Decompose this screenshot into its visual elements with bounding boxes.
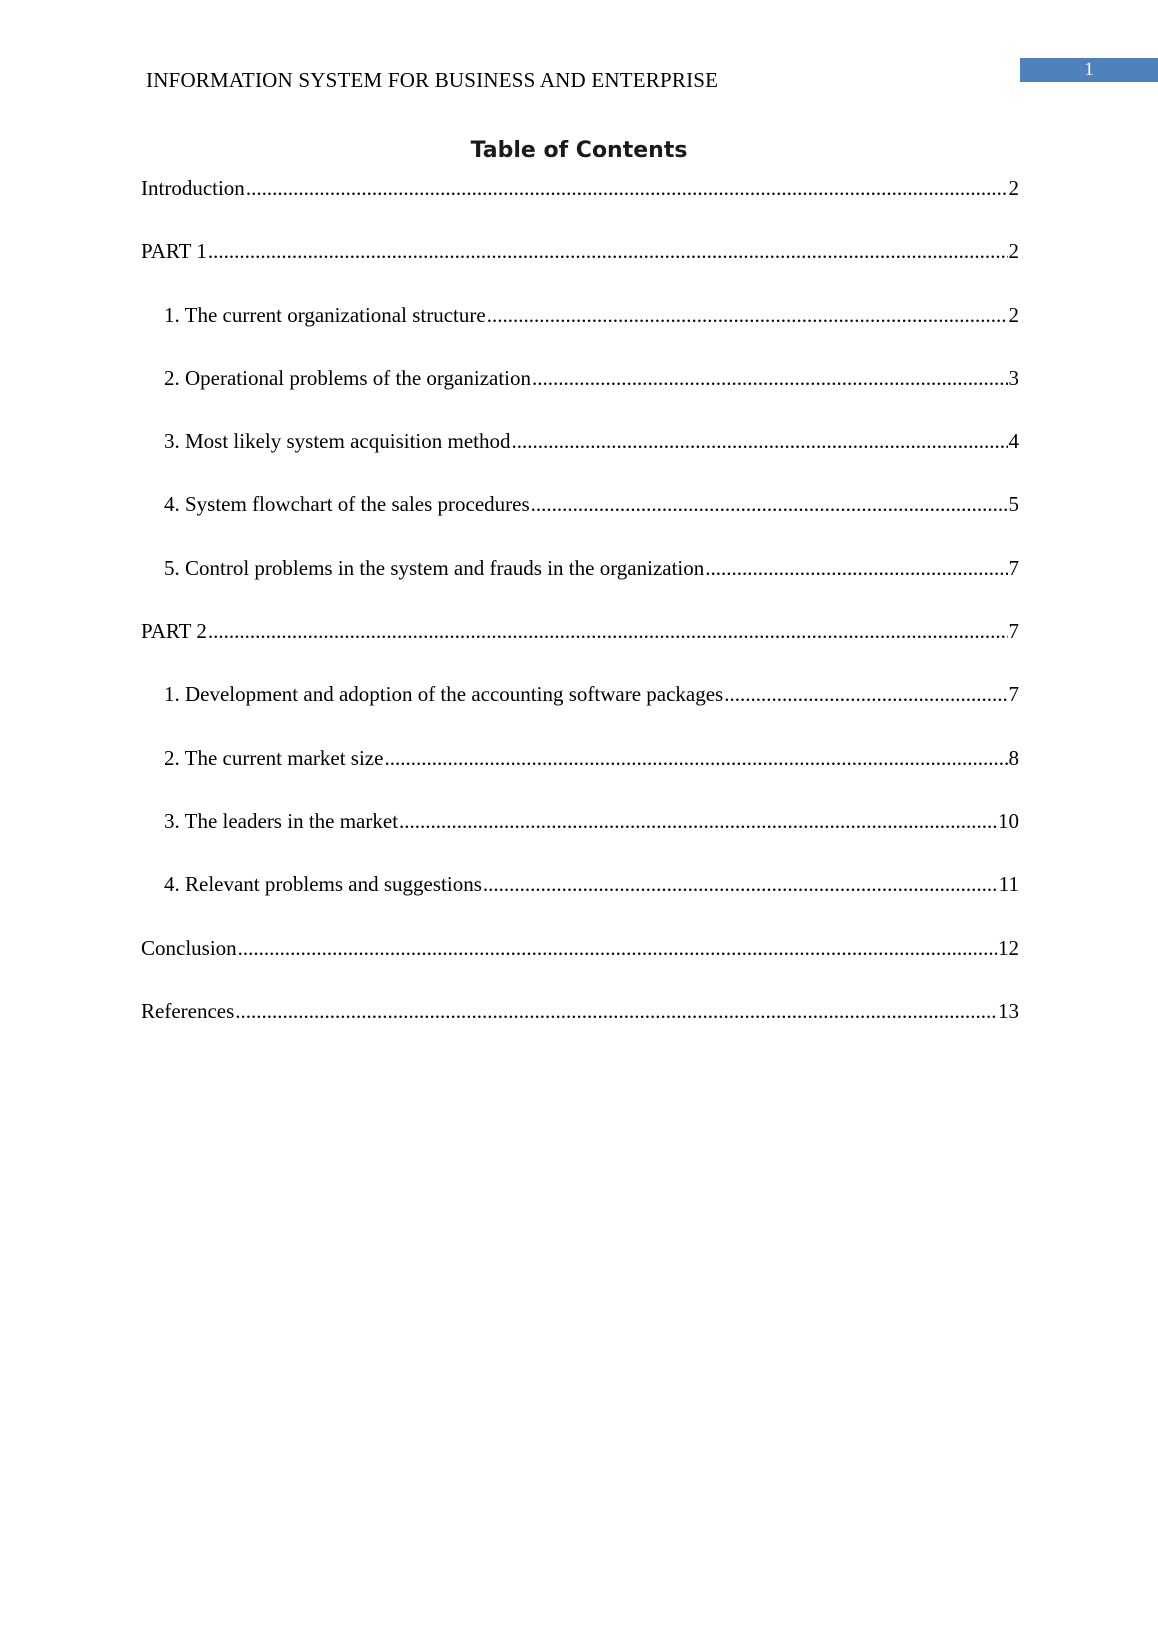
toc-entry-organizational-structure[interactable] <box>141 303 1019 366</box>
toc-entry-market-size[interactable] <box>141 746 1019 809</box>
toc-entry-page: 8 <box>1008 745 1019 770</box>
toc-entry-label: Introduction <box>141 176 245 200</box>
toc-entry-page: 5 <box>1008 492 1019 517</box>
toc-dot-leader <box>724 682 1007 707</box>
toc-entry-label: Conclusion <box>141 935 237 960</box>
table-of-contents <box>141 176 1019 1062</box>
toc-dot-leader <box>532 366 1007 391</box>
toc-entry-conclusion[interactable] <box>141 936 1019 999</box>
toc-dot-leader <box>511 429 1007 454</box>
toc-entry-label: 2. The current market size <box>164 745 384 770</box>
toc-entry-label: 1. Development and adoption of the accounting software packages <box>164 682 724 707</box>
toc-dot-leader <box>246 176 1008 201</box>
toc-entry-page: 10 <box>998 808 1019 833</box>
toc-entry-page: 2 <box>1008 302 1019 327</box>
toc-heading: Table of Contents <box>470 138 688 163</box>
toc-dot-leader <box>384 746 1007 771</box>
toc-entry-page: 2 <box>1008 176 1019 200</box>
toc-entry-introduction[interactable] <box>141 176 1019 239</box>
toc-entry-acquisition-method[interactable] <box>141 429 1019 492</box>
toc-entry-problems-suggestions[interactable] <box>141 872 1019 935</box>
toc-entry-page: 7 <box>1008 555 1019 580</box>
toc-entry-label: 3. The leaders in the market <box>164 808 399 833</box>
toc-dot-leader <box>208 239 1008 264</box>
toc-dot-leader <box>705 556 1007 581</box>
toc-entry-label: 4. System flowchart of the sales procedures <box>164 492 530 517</box>
toc-entry-page: 2 <box>1008 239 1019 264</box>
toc-entry-label: PART 1 <box>141 239 207 264</box>
toc-entry-label: PART 2 <box>141 619 207 644</box>
toc-entry-page: 11 <box>998 872 1019 897</box>
toc-entry-sales-flowchart[interactable] <box>141 492 1019 555</box>
toc-dot-leader <box>399 809 997 834</box>
toc-entry-accounting-software[interactable] <box>141 682 1019 745</box>
toc-entry-page: 7 <box>1008 619 1019 644</box>
toc-entry-page: 4 <box>1008 429 1019 454</box>
toc-entry-part-1[interactable] <box>141 239 1019 302</box>
toc-entry-references[interactable] <box>141 999 1019 1062</box>
toc-dot-leader <box>531 492 1008 517</box>
page-number-badge: 1 <box>1020 58 1158 82</box>
toc-entry-label: 4. Relevant problems and suggestions <box>164 872 482 897</box>
toc-entry-label: 5. Control problems in the system and frauds in the organization <box>164 555 705 580</box>
toc-entry-page: 12 <box>998 935 1019 960</box>
toc-entry-market-leaders[interactable] <box>141 809 1019 872</box>
toc-entry-label: 2. Operational problems of the organization <box>164 365 532 390</box>
running-header-title: INFORMATION SYSTEM FOR BUSINESS AND ENTERPRISE <box>146 68 719 92</box>
toc-dot-leader <box>208 619 1008 644</box>
toc-entry-label: References <box>141 998 235 1023</box>
toc-entry-page: 3 <box>1008 365 1019 390</box>
toc-entry-label: 1. The current organizational structure <box>164 302 486 327</box>
toc-dot-leader <box>235 999 997 1024</box>
toc-entry-page: 7 <box>1008 682 1019 707</box>
toc-entry-label: 3. Most likely system acquisition method <box>164 429 511 454</box>
toc-entry-control-problems[interactable] <box>141 556 1019 619</box>
toc-entry-page: 13 <box>998 998 1019 1023</box>
toc-entry-part-2[interactable] <box>141 619 1019 682</box>
toc-dot-leader <box>483 872 998 897</box>
toc-entry-operational-problems[interactable] <box>141 366 1019 429</box>
toc-dot-leader <box>238 936 997 961</box>
toc-dot-leader <box>487 303 1008 328</box>
